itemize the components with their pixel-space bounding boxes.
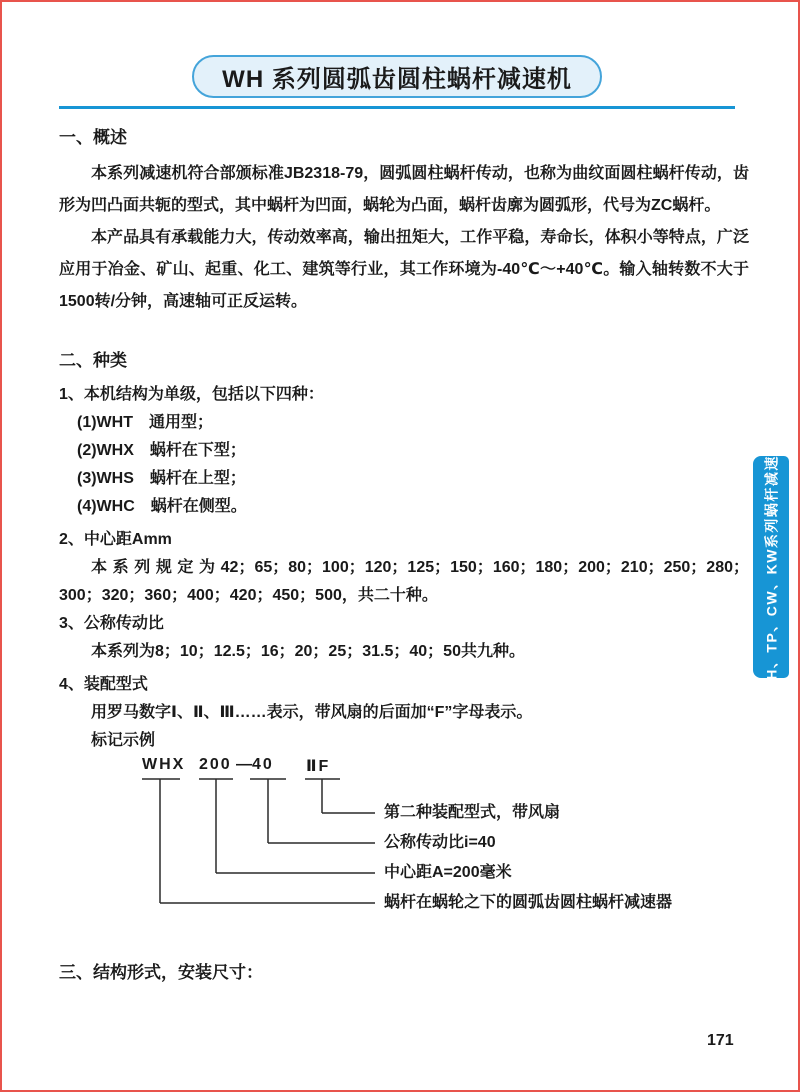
section-types (59, 346, 749, 755)
types-item1-heading: 1、本机结构为单级，包括以下四种： (59, 386, 324, 403)
types-item2-text: 本系列规定为42；65；80；100；120；125；150；160；180；200；210；250；280；300；320；360；400；420；450；500，共二十种。 (59, 559, 749, 604)
types-heading: 二、种类 (59, 351, 127, 370)
type-list-item: (4)WHC 蜗杆在侧型。 (77, 498, 247, 515)
overview-paragraph-2: 本产品具有承载能力大，传动效率高，输出扭矩大，工作平稳，寿命长，体积小等特点，广泛应用于冶金、矿山、起重、化工、建筑等行业，其工作环境为-40℃～+40℃。输入轴转数不大于1500转/分钟，高速轴可正反运转。 (59, 229, 749, 310)
overview-heading: 一、概述 (59, 128, 127, 147)
types-item4-heading: 4、装配型式 (59, 676, 148, 693)
page-title: WH 系列圆弧齿圆柱蜗杆减速机 (222, 66, 572, 93)
types-item3-text: 本系列为8；10；12.5；16；20；25；31.5；40；50共九种。 (91, 643, 525, 660)
marking-example-diagram (59, 754, 749, 924)
code-assembly: ⅡF (306, 758, 331, 775)
callout-center-distance: 中心距A=200毫米 (384, 864, 512, 881)
type-list-item: (3)WHS 蜗杆在上型； (77, 470, 246, 487)
type-list-item: (2)WHX 蜗杆在下型； (77, 442, 246, 459)
types-item3-heading: 3、公称传动比 (59, 615, 164, 632)
page-number: 171 (707, 1032, 734, 1049)
types-item4-text: 用罗马数字Ⅰ、Ⅱ、Ⅲ……表示，带风扇的后面加“F”字母表示。 (91, 704, 533, 721)
section-overview (59, 123, 749, 318)
side-tab[interactable] (753, 439, 789, 695)
callout-ratio: 公称传动比i=40 (384, 834, 496, 851)
code-dash: — (236, 756, 254, 773)
structure-heading: 三、结构形式，安装尺寸： (59, 963, 263, 982)
callout-series: 蜗杆在蜗轮之下的圆弧齿圆柱蜗杆减速器 (384, 894, 673, 911)
code-series: WHX (142, 756, 186, 773)
overview-paragraph-1: 本系列减速机符合部颁标准JB2318-79，圆弧圆柱蜗杆传动，也称为曲纹面圆柱蜗杆传动，齿形为凹凸面共轭的型式，其中蜗杆为凹面，蜗轮为凸面，蜗杆齿廓为圆弧形，代号为ZC蜗杆。 (59, 165, 749, 214)
page-title-banner (192, 55, 602, 98)
marking-example-label: 标记示例 (91, 732, 156, 749)
code-ratio: 40 (252, 756, 274, 773)
side-tab-label: WH、TP、CW、KW系列蜗杆减速机 (763, 439, 779, 695)
callout-assembly: 第二种装配型式，带风扇 (384, 804, 561, 821)
type-list-item: (1)WHT 通用型； (77, 414, 213, 431)
title-divider (59, 106, 735, 109)
section-structure (59, 958, 749, 983)
types-item2-heading: 2、中心距Amm (59, 531, 172, 548)
code-center-distance: 200 (199, 756, 232, 773)
